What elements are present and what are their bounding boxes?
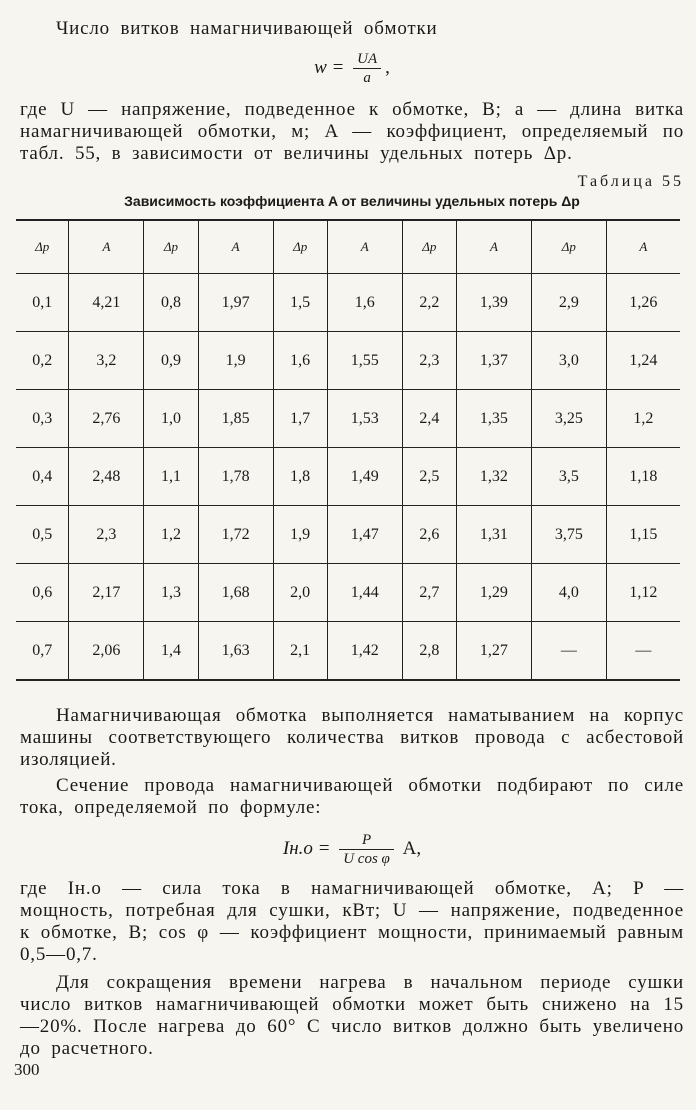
table-cell: 1,6 (327, 274, 402, 332)
table-cell: 0,1 (16, 274, 69, 332)
table-cell: 3,0 (531, 332, 606, 390)
table-cell: 2,48 (69, 448, 144, 506)
table-cell: 0,8 (144, 274, 198, 332)
table-cell: 0,3 (16, 390, 69, 448)
table-header-cell: A (327, 220, 402, 274)
table-cell: 1,12 (606, 564, 680, 622)
paragraph-definitions: где U — напряжение, подведенное к обмотке, В; a — длина витка намагничивающей обмотки, м; A — коэффициент, определяемый по табл. 55, в зависимости от величины удельных потерь Δp. (20, 99, 684, 164)
table-header-cell: A (456, 220, 531, 274)
table-cell: 1,7 (273, 390, 327, 448)
table-cell: 2,76 (69, 390, 144, 448)
table-cell: 2,6 (402, 506, 456, 564)
table-cell: 1,55 (327, 332, 402, 390)
table-cell: 3,75 (531, 506, 606, 564)
coefficient-table (16, 219, 680, 681)
table-cell: 1,42 (327, 622, 402, 681)
formula-turns-fraction (353, 50, 381, 87)
table-cell: 0,9 (144, 332, 198, 390)
formula-turns (20, 50, 684, 87)
table-row (16, 390, 680, 448)
paragraph-heating: Для сокращения времени нагрева в начальном периоде сушки число витков намагничивающей обмотки может быть снижено на 15—20%. После нагрева до 60° С число витков должно быть увеличено до расчетного. (20, 972, 684, 1059)
table-cell: 1,8 (273, 448, 327, 506)
table-header-cell: Δp (531, 220, 606, 274)
table-header-cell: A (69, 220, 144, 274)
table-header-cell: Δp (273, 220, 327, 274)
table-cell: — (531, 622, 606, 681)
table-cell: 2,2 (402, 274, 456, 332)
table-row (16, 506, 680, 564)
formula-current (20, 831, 684, 868)
table-cell: 0,6 (16, 564, 69, 622)
table-cell: 0,7 (16, 622, 69, 681)
table-cell: 1,2 (144, 506, 198, 564)
table-cell: 2,9 (531, 274, 606, 332)
table-cell: 3,5 (531, 448, 606, 506)
table-cell: 0,2 (16, 332, 69, 390)
paragraph-wire-section: Сечение провода намагничивающей обмотки подбирают по силе тока, определяемой по формуле: (20, 775, 684, 818)
heading-line: Число витков намагничивающей обмотки (56, 18, 438, 39)
table-header-cell: Δp (144, 220, 198, 274)
table-row (16, 332, 680, 390)
table-cell: 1,85 (198, 390, 273, 448)
table-cell: 0,5 (16, 506, 69, 564)
formula-turns-tail: , (385, 56, 390, 78)
page-body (20, 14, 684, 1060)
table-header-cell: Δp (16, 220, 69, 274)
formula-current-denominator: U cos φ (343, 851, 390, 867)
table-cell: 2,8 (402, 622, 456, 681)
table-label: Таблица 55 (577, 173, 684, 190)
table-cell: 3,25 (531, 390, 606, 448)
table-cell: 1,26 (606, 274, 680, 332)
table-cell: 2,5 (402, 448, 456, 506)
table-cell: 1,37 (456, 332, 531, 390)
table-row (16, 274, 680, 332)
table-cell: 1,31 (456, 506, 531, 564)
formula-current-tail: A, (402, 837, 422, 859)
table-cell: 2,17 (69, 564, 144, 622)
table-caption: Зависимость коэффициента A от величины удельных потерь Δp (124, 193, 580, 209)
formula-current-fraction (339, 831, 394, 868)
table-cell: 1,1 (144, 448, 198, 506)
table-cell: 1,44 (327, 564, 402, 622)
table-cell: 2,1 (273, 622, 327, 681)
table-cell: 1,68 (198, 564, 273, 622)
formula-turns-denominator: a (363, 70, 371, 86)
table-header-cell: Δp (402, 220, 456, 274)
table-cell: 1,49 (327, 448, 402, 506)
table-cell: 2,3 (69, 506, 144, 564)
table-cell: 1,9 (273, 506, 327, 564)
table-cell: 3,2 (69, 332, 144, 390)
table-cell: 1,2 (606, 390, 680, 448)
table-cell: 0,4 (16, 448, 69, 506)
table-header-cell: A (606, 220, 680, 274)
table-cell: 4,0 (531, 564, 606, 622)
table-cell: 2,7 (402, 564, 456, 622)
table-cell: 1,63 (198, 622, 273, 681)
table-cell: 1,78 (198, 448, 273, 506)
table-cell: 1,18 (606, 448, 680, 506)
table-cell: 1,47 (327, 506, 402, 564)
table-cell: 2,3 (402, 332, 456, 390)
table-cell: 1,39 (456, 274, 531, 332)
table-cell: 1,4 (144, 622, 198, 681)
table-cell: 1,24 (606, 332, 680, 390)
table-cell: 1,6 (273, 332, 327, 390)
table-cell: 1,15 (606, 506, 680, 564)
table-header-cell: A (198, 220, 273, 274)
formula-turns-lhs: w = (314, 56, 345, 78)
table-cell: 1,0 (144, 390, 198, 448)
table-cell: 2,06 (69, 622, 144, 681)
table-cell: 1,35 (456, 390, 531, 448)
table-row (16, 448, 680, 506)
paragraph-winding: Намагничивающая обмотка выполняется наматыванием на корпус машины соответствующего количества витков провода с асбестовой изоляцией. (20, 705, 684, 770)
table-cell: 1,97 (198, 274, 273, 332)
table-cell: 1,53 (327, 390, 402, 448)
table-cell: — (606, 622, 680, 681)
table-row (16, 564, 680, 622)
table-row (16, 622, 680, 681)
formula-current-lhs: Iн.о = (282, 837, 331, 859)
table-cell: 1,32 (456, 448, 531, 506)
table-cell: 1,27 (456, 622, 531, 681)
table-cell: 1,5 (273, 274, 327, 332)
formula-current-numerator: P (339, 831, 394, 850)
page-number: 300 (14, 1060, 40, 1079)
table-cell: 1,72 (198, 506, 273, 564)
table-cell: 1,9 (198, 332, 273, 390)
table-header-row (16, 220, 680, 274)
table-cell: 2,4 (402, 390, 456, 448)
table-cell: 4,21 (69, 274, 144, 332)
paragraph-current-definitions: где Iн.о — сила тока в намагничивающей обмотке, A; P — мощность, потребная для сушки, кВт; U — напряжение, подведенное к обмотке, В; cos φ — коэффициент мощности, принимаемый равным 0,5—0,7. (20, 878, 684, 965)
formula-turns-numerator: UA (353, 50, 381, 69)
table-cell: 1,3 (144, 564, 198, 622)
table-cell: 2,0 (273, 564, 327, 622)
table-cell: 1,29 (456, 564, 531, 622)
